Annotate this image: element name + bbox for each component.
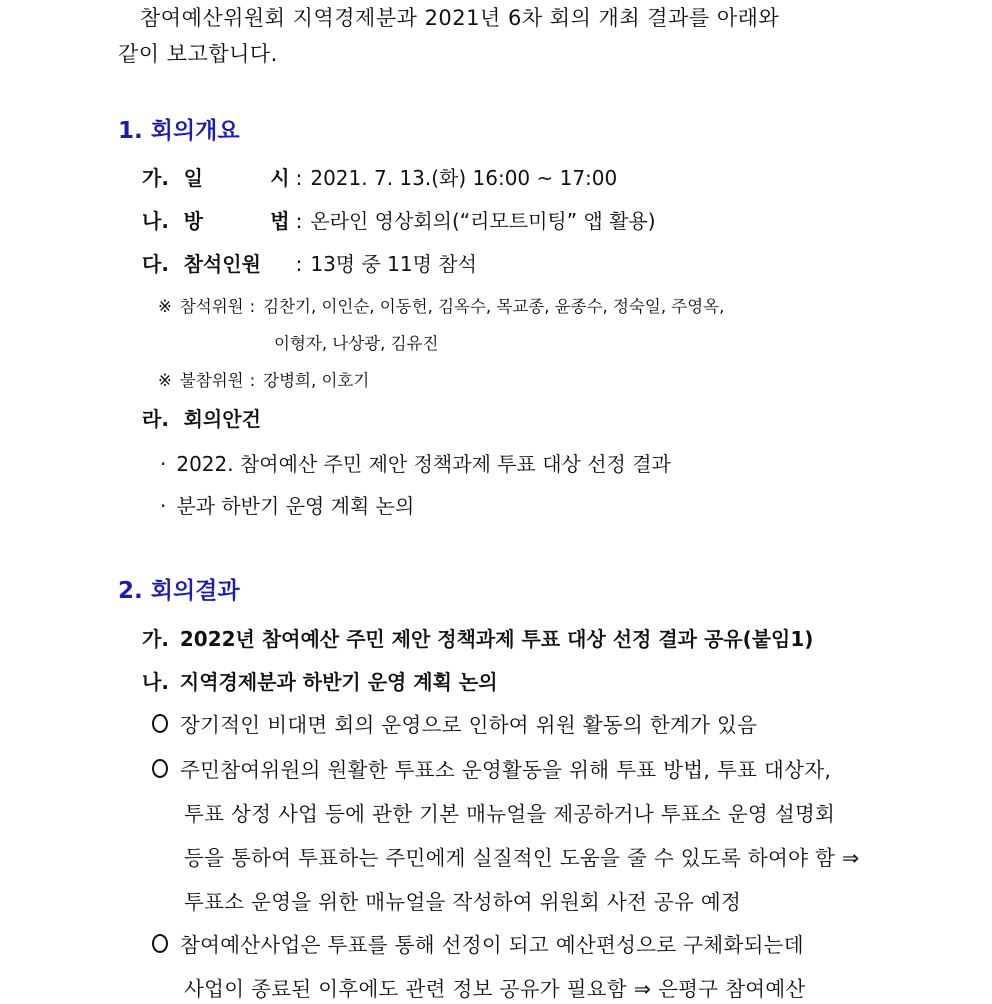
separator: : [249, 297, 256, 316]
agenda-item [160, 492, 414, 520]
item-value: 13명 중 11명 참석 [310, 252, 477, 276]
absentees-list: 강병희, 이호기 [263, 371, 370, 390]
bullet-icon: · [160, 494, 167, 518]
attendees-list-continued: 이형자, 나상광, 김유진 [274, 334, 439, 353]
key-char: 일 [183, 166, 203, 190]
item-value: 2021. 7. 13.(화) 16:00 ~ 17:00 [310, 166, 618, 190]
agenda-item-text: 2022. 참여예산 주민 제안 정책과제 투표 대상 선정 결과 [176, 452, 671, 476]
intro-line-2: 같이 보고합니다. [118, 42, 278, 66]
overview-item-method [142, 207, 656, 235]
item-marker: 다. [142, 252, 169, 276]
reference-mark: ※ [158, 371, 172, 390]
separator: : [295, 252, 303, 276]
point-text-continued: 사업이 종료된 이후에도 관련 정보 공유가 필요함 ⇒ 은평구 참여예산 [184, 977, 806, 1001]
agenda-item [160, 450, 671, 478]
point-text-continued: 등을 통하여 투표하는 주민에게 실질적인 도움을 줄 수 있도록 하여야 함 ⇒ [184, 846, 860, 870]
item-key: 참석인원 [183, 252, 261, 276]
key-char: 방 [183, 209, 203, 233]
item-marker: 나. [142, 670, 169, 694]
item-value: 온라인 영상회의(“리모트미팅” 앱 활용) [310, 209, 656, 233]
point-text: 참여예산사업은 투표를 통해 선정이 되고 예산편성으로 구체화되는데 [180, 933, 804, 957]
circle-bullet-icon [152, 714, 168, 733]
intro-line-1: 참여예산위원회 지역경제분과 2021년 6차 회의 개최 결과를 아래와 [140, 6, 780, 30]
reference-mark: ※ [158, 297, 172, 316]
circle-bullet-icon [152, 934, 168, 953]
agenda-label: 회의안건 [183, 407, 261, 431]
attendees-note [158, 293, 724, 321]
bullet-icon: · [160, 452, 167, 476]
item-marker: 라. [142, 407, 169, 431]
point-text: 주민참여위원의 원활한 투표소 운영활동을 위해 투표 방법, 투표 대상자, [180, 758, 832, 782]
key-char: 시 [270, 166, 290, 190]
item-marker: 가. [142, 627, 169, 651]
section-2-heading: 2. 회의결과 [118, 578, 240, 604]
discussion-point [152, 931, 804, 959]
item-key [184, 207, 290, 235]
absentees-note [158, 367, 369, 395]
agenda-item-text: 분과 하반기 운영 계획 논의 [176, 494, 415, 518]
attendees-list: 김찬기, 이인순, 이동헌, 김옥수, 목교종, 윤종수, 정숙일, 주영옥, [263, 297, 725, 316]
item-key [184, 164, 290, 192]
separator: : [249, 371, 256, 390]
circle-bullet-icon [152, 759, 168, 778]
separator: : [295, 166, 303, 190]
result-item [142, 625, 813, 653]
point-text-continued: 투표 상정 사업 등에 관한 기본 매뉴얼을 제공하거나 투표소 운영 설명회 [184, 802, 836, 826]
note-label: 참석위원 [179, 297, 244, 316]
note-label: 불참위원 [179, 371, 244, 390]
discussion-point [152, 711, 757, 739]
item-marker: 가. [142, 166, 169, 190]
overview-item-datetime [142, 164, 617, 192]
item-marker: 나. [142, 209, 169, 233]
result-item-label: 지역경제분과 하반기 운영 계획 논의 [179, 670, 498, 694]
result-item [142, 668, 498, 696]
result-item-label: 2022년 참여예산 주민 제안 정책과제 투표 대상 선정 결과 공유(붙임1) [179, 627, 814, 651]
point-text-continued: 투표소 운영을 위한 매뉴얼을 작성하여 위원회 사전 공유 예정 [184, 890, 742, 914]
separator: : [295, 209, 303, 233]
agenda-heading [142, 405, 261, 433]
key-char: 법 [270, 209, 290, 233]
section-1-heading: 1. 회의개요 [118, 118, 240, 144]
overview-item-attendance [142, 250, 477, 278]
point-text: 장기적인 비대면 회의 운영으로 인하여 위원 활동의 한계가 있음 [180, 713, 758, 737]
discussion-point [152, 756, 831, 784]
